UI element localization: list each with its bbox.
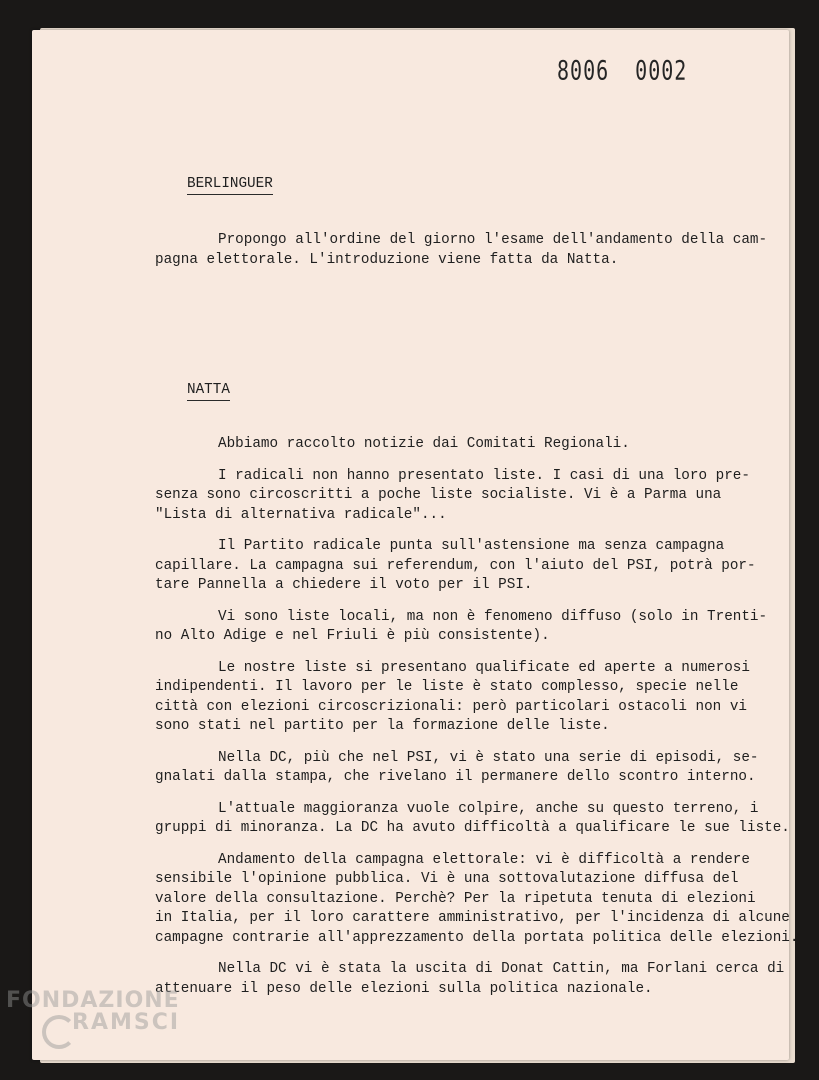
text-line: Vi sono liste locali, ma non è fenomeno diffuso (solo in Trenti-: [218, 608, 768, 625]
text-line: capillare. La campagna sui referendum, con l'aiuto del PSI, potrà por-: [155, 557, 756, 574]
text-line: gnalati dalla stampa, che rivelano il permanere dello scontro interno.: [155, 769, 756, 785]
speech-block: [155, 435, 799, 1011]
document-number: [557, 54, 687, 86]
text-line: Abbiamo raccolto notizie dai Comitati Regionali.: [218, 436, 630, 452]
document-number-right: 0002: [635, 54, 688, 87]
text-line: Propongo all'ordine del giorno l'esame dell'andamento della cam-: [218, 232, 768, 248]
watermark-line2: RAMSCI: [72, 1010, 181, 1035]
paragraph: [155, 749, 759, 788]
watermark-line1: FONDAZIONE: [6, 988, 180, 1013]
paragraph: [155, 537, 756, 596]
text-line: no Alto Adige e nel Friuli è più consistente).: [155, 628, 550, 644]
paragraph: [155, 608, 768, 647]
text-line: valore della consultazione. Perchè? Per la ripetuta tenuta di elezioni: [155, 890, 756, 907]
text-line: gruppi di minoranza. La DC ha avuto difficoltà a qualificare le sue liste.: [155, 820, 790, 836]
document-number-left: 8006: [557, 54, 610, 87]
text-line: senza sono circoscritti a poche liste socialiste. Vi è a Parma una: [155, 487, 722, 503]
text-line: Le nostre liste si presentano qualificate ed aperte a numerosi: [218, 659, 750, 676]
gramsci-logo-icon: [42, 1015, 76, 1049]
paragraph: [155, 851, 799, 949]
text-line: Andamento della campagna elettorale: vi è difficoltà a rendere: [218, 851, 750, 868]
paragraph: [155, 435, 745, 455]
paragraph: [155, 800, 790, 839]
paragraph: [155, 960, 785, 999]
text-line: sono stati nel partito per la formazione delle liste.: [155, 718, 610, 734]
text-line: sensibile l'opinione pubblica. Vi è una sottovalutazione diffusa del: [155, 871, 739, 887]
text-line: campagne contrarie all'apprezzamento della portata politica delle elezioni.: [155, 929, 799, 946]
watermark: [6, 990, 180, 1034]
speaker-heading: [187, 382, 230, 401]
speaker-name: NATTA: [187, 382, 230, 401]
text-line: L'attuale maggioranza vuole colpire, anche su questo terreno, i: [218, 800, 759, 817]
speaker-heading: [187, 176, 273, 195]
text-line: in Italia, per il loro carattere amministrativo, per l'incidenza di alcune: [155, 910, 790, 926]
paragraph: [155, 659, 750, 737]
text-line: indipendenti. Il lavoro per le liste è stato complesso, specie nelle: [155, 679, 739, 695]
text-line: attenuare il peso delle elezioni sulla politica nazionale.: [155, 980, 653, 997]
text-line: tare Pannella a chiedere il voto per il PSI.: [155, 577, 533, 593]
text-line: "Lista di alternativa radicale"...: [155, 506, 447, 523]
text-line: città con elezioni circoscrizionali: però particolari ostacoli non vi: [155, 698, 747, 715]
text-line: Il Partito radicale punta sull'astensione ma senza campagna: [218, 538, 725, 554]
text-line: Nella DC, più che nel PSI, vi è stato una serie di episodi, se-: [218, 749, 759, 766]
text-line: I radicali non hanno presentato liste. I casi di una loro pre-: [218, 467, 750, 484]
speech-block: [155, 231, 768, 282]
text-line: Nella DC vi è stata la uscita di Donat Cattin, ma Forlani cerca di: [218, 961, 785, 977]
text-line: pagna elettorale. L'introduzione viene fatta da Natta.: [155, 251, 619, 268]
speaker-name: BERLINGUER: [187, 176, 273, 195]
paragraph: [155, 231, 768, 270]
paragraph: [155, 467, 750, 526]
